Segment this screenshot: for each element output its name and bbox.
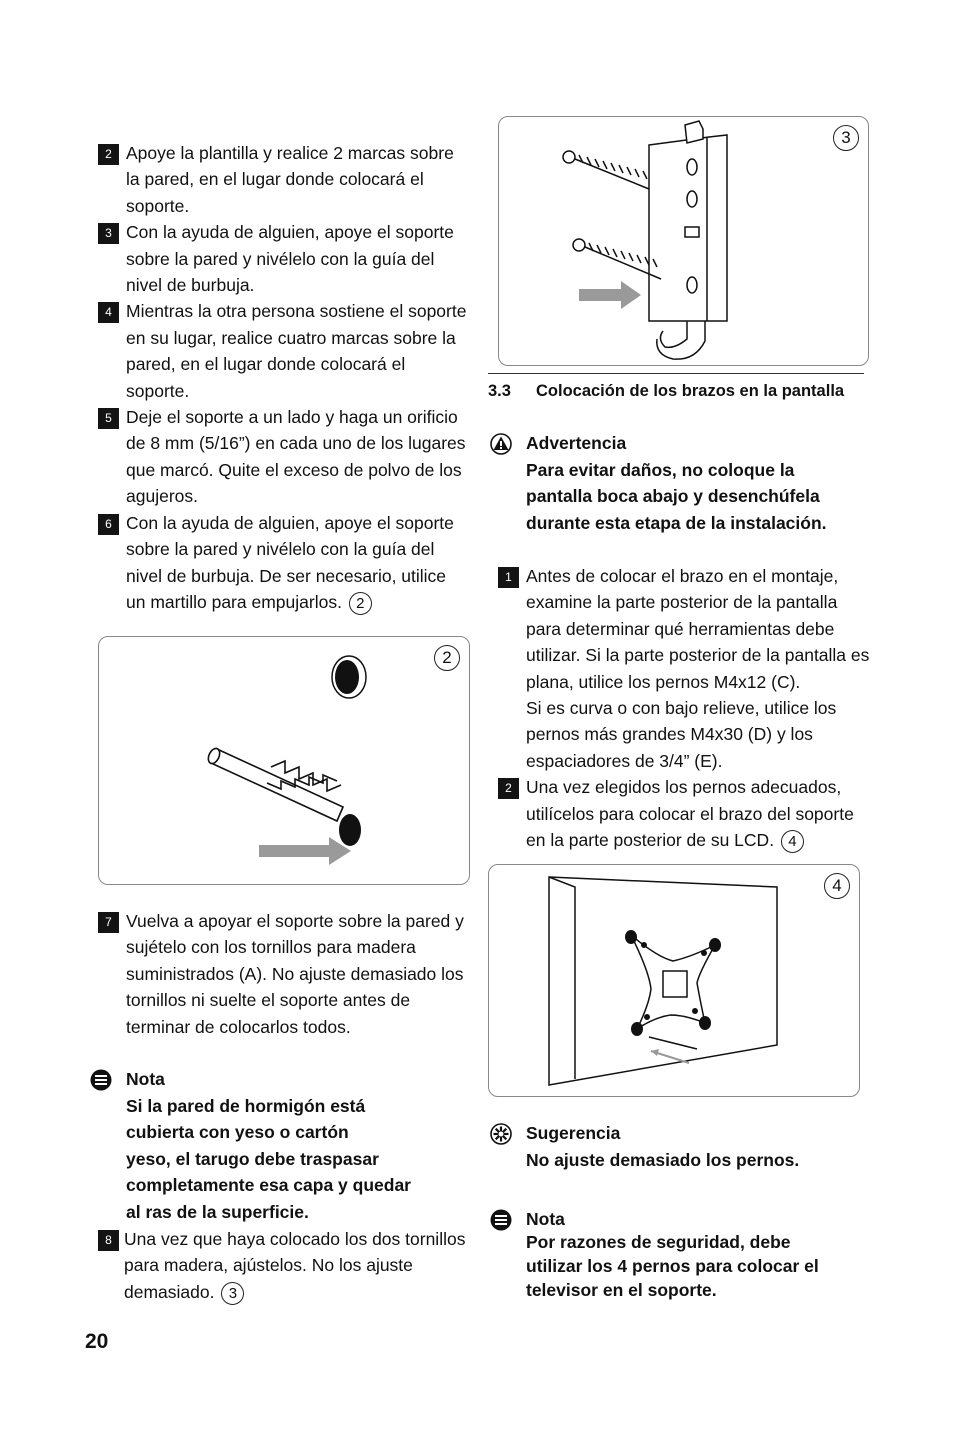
note-line: yeso, el tarugo debe traspasar [126, 1148, 379, 1169]
step-text: Vuelva a apoyar el soporte sobre la pared y sujételo con los tornillos para madera suministrados (A). No ajuste demasiado los tornillos ni suelte el soporte antes de terminar de colocarlos todos. [126, 911, 464, 1037]
figure-reference: 2 [349, 592, 372, 615]
page-number: 20 [85, 1330, 109, 1353]
note-icon [490, 1209, 512, 1231]
figure-2-wall-plug [98, 636, 470, 885]
figure-reference: 4 [781, 830, 804, 853]
figure-number: 2 [434, 645, 460, 671]
tip-heading [490, 1120, 790, 1146]
step-text: Con la ayuda de alguien, apoye el soporte sobre la pared y nivélelo con la guía del nivel de burbuja. De ser necesario, utilice un martillo para empujarlos. [126, 512, 454, 612]
warning-body [526, 457, 886, 536]
step-3 [98, 219, 470, 298]
note-line: al ras de la superficie. [126, 1201, 309, 1222]
step-number: 4 [98, 302, 119, 323]
note2-title: Nota [526, 1209, 565, 1229]
step-text: Deje el soporte a un lado y haga un orificio de 8 mm (5/16”) en cada uno de los lugares que marcó. Quite el exceso de polvo de los agujeros. [126, 407, 466, 507]
section-number: 3.3 [488, 382, 511, 400]
step-text-2: Si es curva o con bajo relieve, utilice los pernos más grandes M4x30 (D) y los espaciadores de 3/4” (E). [526, 698, 837, 771]
note-line: Si la pared de hormigón está [126, 1096, 366, 1116]
step-text: Apoye la plantilla y realice 2 marcas sobre la pared, en el lugar donde colocará el soporte. [126, 143, 454, 216]
figure-number: 4 [824, 873, 850, 899]
note-icon [90, 1069, 112, 1091]
step-number: 7 [98, 912, 119, 933]
step-text: Antes de colocar el brazo en el montaje, examine la parte posterior de la pantalla para determinar qué herramientas debe utilizar. Si la parte posterior de la pantalla es plana, utilice los pernos M4x12 (C). [526, 566, 870, 692]
left-steps [98, 140, 470, 615]
figure-reference: 3 [221, 1282, 244, 1305]
figure-3-bracket-screws [498, 116, 869, 366]
step-number: 3 [98, 223, 119, 244]
note2-line: utilizar los 4 pernos para colocar el [526, 1256, 819, 1276]
warning-line: pantalla boca abajo y desenchúfela [526, 486, 820, 507]
bracket-screws-illustration [499, 117, 868, 365]
step-2 [98, 140, 470, 219]
step-number: 2 [498, 778, 519, 799]
section-title: Colocación de los brazos en la pantalla [536, 382, 845, 400]
figure-4-arm-mount [488, 864, 860, 1097]
step-number: 1 [498, 567, 519, 588]
note2-body [526, 1230, 886, 1302]
warning-line: Para evitar daños, no coloque la [526, 460, 795, 480]
step-8 [98, 1226, 470, 1305]
step-4 [98, 298, 470, 404]
step-number: 6 [98, 514, 119, 535]
step-text: Con la ayuda de alguien, apoye el soporte sobre la pared y nivélelo con la guía del nivel de burbuja. [126, 222, 454, 296]
note-line: cubierta con yeso o cartón [126, 1122, 349, 1143]
step-number: 5 [98, 408, 119, 429]
note-body [126, 1093, 476, 1225]
note2-line: Por razones de seguridad, debe [526, 1232, 791, 1252]
step-8-block [98, 1226, 470, 1305]
note-heading [90, 1066, 390, 1092]
tip-icon [490, 1123, 512, 1145]
note2-heading [490, 1206, 790, 1232]
tip-line: No ajuste demasiado los pernos. [526, 1150, 800, 1170]
right-steps [498, 563, 870, 853]
tip-title: Sugerencia [526, 1123, 621, 1143]
step-text: Una vez elegidos los pernos adecuados, utilícelos para colocar el brazo del soporte en la parte posterior de su LCD. [526, 777, 854, 851]
step-number: 8 [98, 1230, 119, 1251]
warning-line: durante esta etapa de la instalación. [526, 512, 827, 533]
step-5 [98, 404, 470, 510]
section-rule [488, 373, 864, 374]
tip-body [526, 1147, 886, 1173]
step-number: 2 [98, 144, 119, 165]
section-heading [488, 378, 878, 404]
arm-mount-illustration [489, 865, 859, 1096]
step-6 [98, 510, 470, 616]
step-text: Una vez que haya colocado los dos tornillos para madera, ajústelos. No los ajuste demasiado. [124, 1229, 466, 1302]
step-text: Mientras la otra persona sostiene el soporte en su lugar, realice cuatro marcas sobre la pared, en el lugar donde colocará el soporte. [126, 301, 467, 401]
step-7 [98, 908, 470, 1040]
figure-number: 3 [833, 125, 859, 151]
step-r1 [498, 563, 870, 774]
warning-icon [490, 433, 512, 455]
note2-line: televisor en el soporte. [526, 1280, 717, 1300]
note-line: completamente esa capa y quedar [126, 1175, 411, 1196]
note-title: Nota [126, 1069, 165, 1089]
step-r2 [498, 774, 870, 853]
warning-title: Advertencia [526, 433, 627, 453]
step-7-block [98, 908, 470, 1040]
wall-plug-illustration [99, 637, 469, 884]
warning-heading [490, 430, 790, 456]
